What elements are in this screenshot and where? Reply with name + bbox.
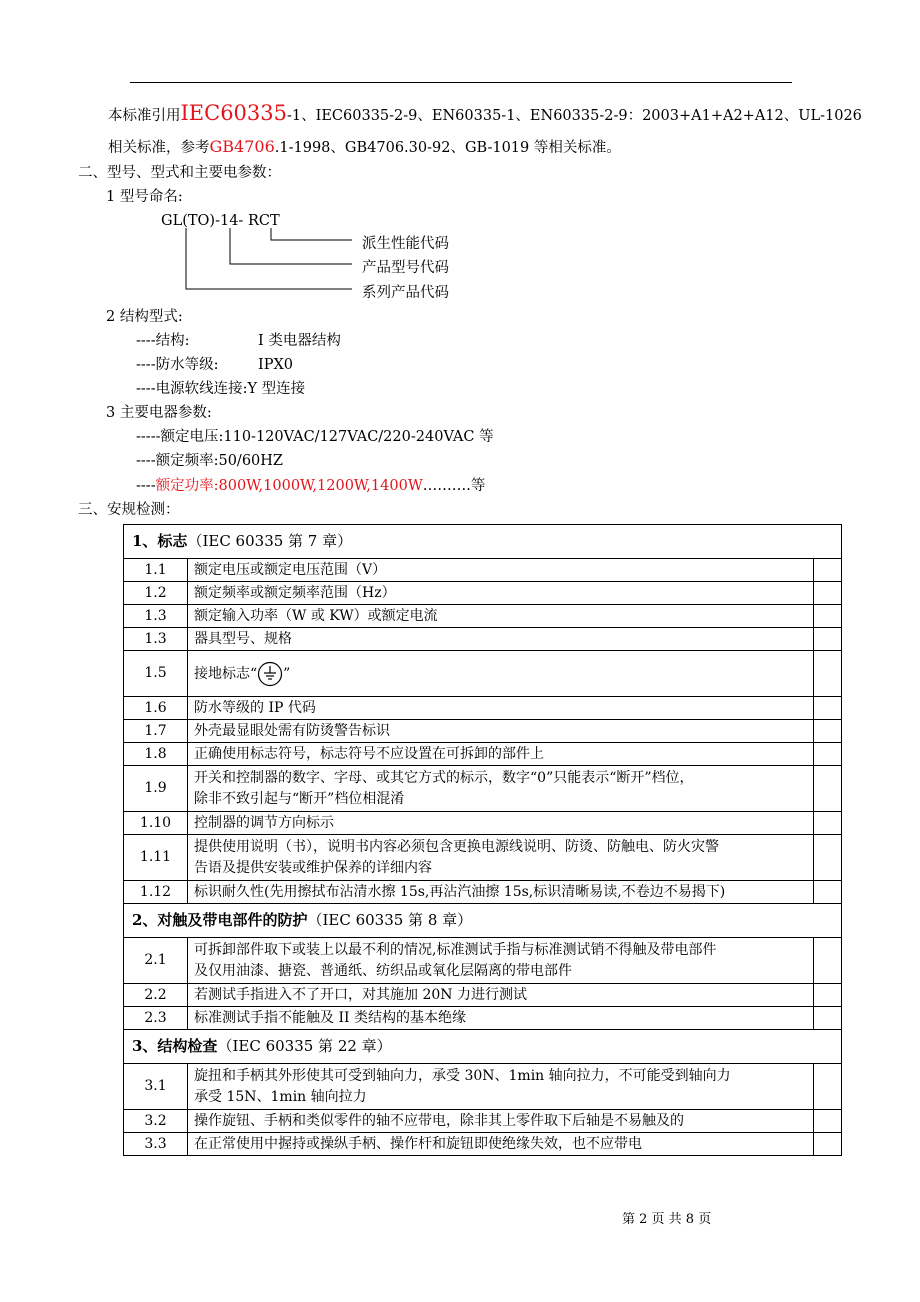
structure-row-2-key: ----防水等级: xyxy=(136,357,219,373)
item-description xyxy=(188,559,814,582)
result-cell[interactable] xyxy=(814,881,842,904)
table-row xyxy=(124,1110,842,1133)
intro-std-1: IEC60335 xyxy=(180,101,287,125)
item-number: 3.1 xyxy=(124,1064,188,1110)
params-power-value: 800W,1000W,1200W,1400W xyxy=(218,478,423,494)
table-row xyxy=(124,1133,842,1156)
section-standard: （IEC 60335 第 8 章） xyxy=(307,911,473,929)
table-row xyxy=(124,812,842,835)
intro-prefix-1: 本标准引用 xyxy=(108,108,181,124)
item-number: 1.7 xyxy=(124,720,188,743)
item-text: 标准测试手指不能触及 II 类结构的基本绝缘 xyxy=(194,1009,466,1026)
item-description xyxy=(188,628,814,651)
result-cell[interactable] xyxy=(814,651,842,697)
result-cell[interactable] xyxy=(814,582,842,605)
model-label-product: 产品型号代码 xyxy=(362,260,449,276)
item-description xyxy=(188,1110,814,1133)
item-number: 1.12 xyxy=(124,881,188,904)
result-cell[interactable] xyxy=(814,835,842,881)
item-number: 2.2 xyxy=(124,984,188,1007)
table-row xyxy=(124,697,842,720)
item-number: 2.1 xyxy=(124,938,188,984)
item-text: 告语及提供安装或维护保养的详细内容 xyxy=(194,859,432,876)
intro-prefix-2: 相关标准，参考 xyxy=(108,140,210,156)
series-code-connector xyxy=(186,228,352,289)
table-row xyxy=(124,984,842,1007)
item-number: 3.3 xyxy=(124,1133,188,1156)
result-cell[interactable] xyxy=(814,812,842,835)
earth-ground-icon xyxy=(257,661,283,687)
result-cell[interactable] xyxy=(814,938,842,984)
item-number: 1.3 xyxy=(124,628,188,651)
derivative-code-connector xyxy=(271,228,352,240)
result-cell[interactable] xyxy=(814,984,842,1007)
result-cell[interactable] xyxy=(814,1110,842,1133)
item-text: 防水等级的 IP 代码 xyxy=(194,699,316,716)
intro-std-2: GB4706 xyxy=(209,137,275,156)
section-standard: （IEC 60335 第 7 章） xyxy=(187,532,353,550)
intro-rest-1: -1、IEC60335-2-9、EN60335-1、EN60335-2-9：2003+A1+A2+A12、UL-1026 xyxy=(287,108,862,124)
section-header-row xyxy=(124,904,842,938)
item-description xyxy=(188,743,814,766)
section-title: 1、标志 xyxy=(132,532,188,550)
item-number: 2.3 xyxy=(124,1007,188,1030)
result-cell[interactable] xyxy=(814,1133,842,1156)
item-text: 若测试手指进入不了开口，对其施加 20N 力进行测试 xyxy=(194,986,527,1003)
result-cell[interactable] xyxy=(814,720,842,743)
params-power-tail: ……….等 xyxy=(422,478,486,494)
table-row xyxy=(124,720,842,743)
item-text: 提供使用说明（书），说明书内容必须包含更换电源线说明、防烫、防触电、防火灾警 xyxy=(194,838,719,855)
item-number: 1.10 xyxy=(124,812,188,835)
result-cell[interactable] xyxy=(814,697,842,720)
table-row xyxy=(124,766,842,812)
structure-title: 2 结构型式: xyxy=(106,309,183,325)
structure-row-1-value: I 类电器结构 xyxy=(258,333,341,349)
item-description xyxy=(188,1133,814,1156)
params-voltage: -----额定电压:110-120VAC/127VAC/220-240VAC 等 xyxy=(136,429,494,445)
result-cell[interactable] xyxy=(814,605,842,628)
item-number: 3.2 xyxy=(124,1110,188,1133)
result-cell[interactable] xyxy=(814,559,842,582)
item-description xyxy=(188,582,814,605)
table-row xyxy=(124,1064,842,1110)
model-code: GL(TO)-14- RCT xyxy=(161,213,280,229)
item-number: 1.6 xyxy=(124,697,188,720)
item-text: 外壳最显眼处需有防烫警告标识 xyxy=(194,722,390,739)
table-row xyxy=(124,628,842,651)
section-header-cell xyxy=(124,1030,842,1064)
page-footer: 第 2 页 共 8 页 xyxy=(622,1212,712,1227)
table-row xyxy=(124,938,842,984)
section-header-cell xyxy=(124,525,842,559)
item-text: 开关和控制器的数字、字母、或其它方式的标示，数字“0”只能表示“断开”档位， xyxy=(194,769,694,786)
section-title: 3、结构检查 xyxy=(132,1037,218,1055)
item-description xyxy=(188,938,814,984)
item-text: 旋扭和手柄其外形使其可受到轴向力，承受 30N、1min 轴向拉力，不可能受到轴向力 xyxy=(194,1067,731,1084)
result-cell[interactable] xyxy=(814,628,842,651)
item-text: 额定电压或额定电压范围（V） xyxy=(194,561,387,578)
item-text: 额定频率或额定频率范围（Hz） xyxy=(194,584,396,601)
item-text: 正确使用标志符号，标志符号不应设置在可拆卸的部件上 xyxy=(194,745,544,762)
item-description xyxy=(188,835,814,881)
item-description xyxy=(188,697,814,720)
params-power-label: 额定功率: xyxy=(155,478,219,494)
item-text: 在正常使用中握持或操纵手柄、操作杆和旋钮即使绝缘失效，也不应带电 xyxy=(194,1135,642,1152)
table-row xyxy=(124,835,842,881)
item-text: 接地标志“ xyxy=(194,665,258,682)
table-row xyxy=(124,559,842,582)
item-text: ” xyxy=(283,665,291,682)
item-description xyxy=(188,720,814,743)
section-standard: （IEC 60335 第 22 章） xyxy=(217,1037,392,1055)
item-text: 可拆卸部件取下或装上以最不利的情况,标准测试手指与标准测试销不得触及带电部件 xyxy=(194,941,717,958)
table-row xyxy=(124,605,842,628)
table-row xyxy=(124,582,842,605)
table-row xyxy=(124,1007,842,1030)
model-label-derivative: 派生性能代码 xyxy=(362,236,449,252)
table-row xyxy=(124,651,842,697)
section-header-row xyxy=(124,525,842,559)
result-cell[interactable] xyxy=(814,766,842,812)
item-text: 承受 15N、1min 轴向拉力 xyxy=(194,1088,367,1105)
item-description xyxy=(188,766,814,812)
item-text: 额定输入功率（W 或 KW）或额定电流 xyxy=(194,607,438,624)
intro-rest-2: .1-1998、GB4706.30-92、GB-1019 等相关标准。 xyxy=(274,140,621,156)
item-description xyxy=(188,984,814,1007)
model-title: 1 型号命名: xyxy=(106,189,183,205)
section-header-cell xyxy=(124,904,842,938)
item-number: 1.1 xyxy=(124,559,188,582)
params-frequency: ----额定频率:50/60HZ xyxy=(136,453,283,469)
safety-inspection-table xyxy=(123,524,842,1156)
params-power-dash: ---- xyxy=(136,478,156,494)
item-number: 1.8 xyxy=(124,743,188,766)
result-cell[interactable] xyxy=(814,1064,842,1110)
item-description xyxy=(188,1064,814,1110)
item-number: 1.5 xyxy=(124,651,188,697)
item-description xyxy=(188,605,814,628)
item-text: 操作旋钮、手柄和类似零件的轴不应带电，除非其上零件取下后轴是不易触及的 xyxy=(194,1112,684,1129)
section-title: 2、对触及带电部件的防护 xyxy=(132,911,308,929)
section2-heading: 二、型号、型式和主要电参数： xyxy=(78,165,281,181)
section3-heading: 三、安规检测： xyxy=(78,502,180,518)
structure-row-2-value: IPX0 xyxy=(258,357,294,373)
item-description xyxy=(188,1007,814,1030)
structure-row-1-key: ----结构: xyxy=(136,333,190,349)
section-header-row xyxy=(124,1030,842,1064)
model-naming-diagram xyxy=(0,0,920,320)
item-text: 标识耐久性(先用擦拭布沾清水擦 15s,再沾汽油擦 15s,标识清晰易读,不卷边不易揭下) xyxy=(194,883,726,900)
item-number: 1.9 xyxy=(124,766,188,812)
item-description xyxy=(188,812,814,835)
item-description xyxy=(188,651,814,697)
product-model-connector xyxy=(230,228,352,264)
structure-row-3-key: ----电源软线连接:Y 型连接 xyxy=(136,381,306,397)
item-text: 器具型号、规格 xyxy=(194,630,292,647)
item-number: 1.11 xyxy=(124,835,188,881)
item-text: 除非不致引起与“断开”档位相混淆 xyxy=(194,790,405,807)
table-row xyxy=(124,743,842,766)
item-number: 1.2 xyxy=(124,582,188,605)
model-label-series: 系列产品代码 xyxy=(362,285,449,301)
result-cell[interactable] xyxy=(814,1007,842,1030)
params-title: 3 主要电器参数: xyxy=(106,405,212,421)
item-description xyxy=(188,881,814,904)
result-cell[interactable] xyxy=(814,743,842,766)
item-text: 及仅用油漆、搪瓷、普通纸、纺织品或氧化层隔离的带电部件 xyxy=(194,962,572,979)
item-number: 1.3 xyxy=(124,605,188,628)
table-row xyxy=(124,881,842,904)
params-power xyxy=(136,476,485,496)
item-text: 控制器的调节方向标示 xyxy=(194,814,334,831)
